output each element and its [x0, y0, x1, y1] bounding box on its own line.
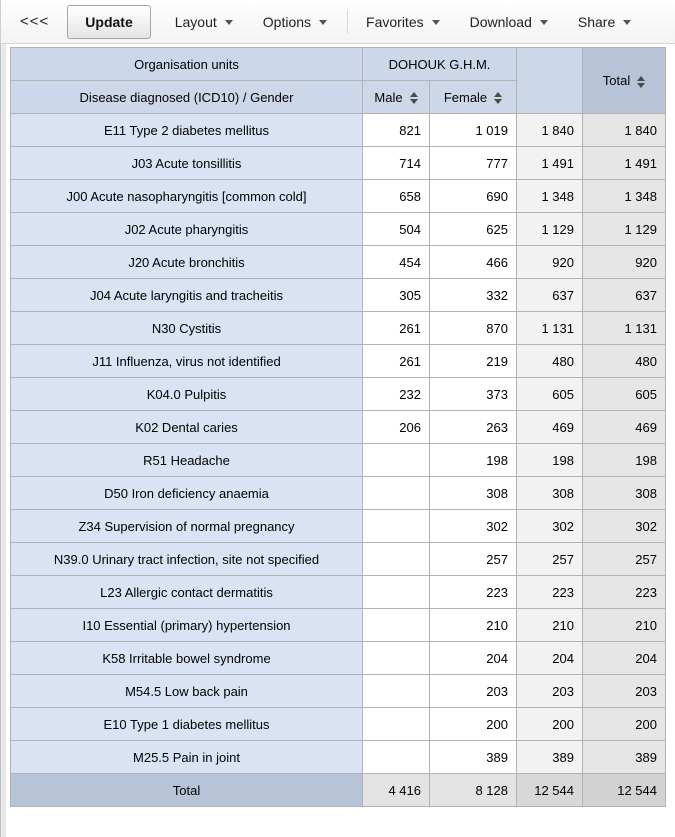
- row-label-cell: E10 Type 1 diabetes mellitus: [11, 708, 363, 741]
- male-value-cell: [363, 642, 430, 675]
- table-row: [11, 213, 666, 246]
- table-row: [11, 477, 666, 510]
- male-value-cell: [363, 675, 430, 708]
- female-value-cell: 308: [430, 477, 517, 510]
- female-value-cell: 332: [430, 279, 517, 312]
- table-row: [11, 675, 666, 708]
- table-row: [11, 741, 666, 774]
- total-value-cell: 204: [583, 642, 666, 675]
- female-value-cell: 466: [430, 246, 517, 279]
- male-value-cell: [363, 609, 430, 642]
- row-label-cell: M54.5 Low back pain: [11, 675, 363, 708]
- total-value-cell: 480: [583, 345, 666, 378]
- row-label-cell: K58 Irritable bowel syndrome: [11, 642, 363, 675]
- download-menu[interactable]: [470, 14, 548, 30]
- subtotal-value-cell: 223: [517, 576, 583, 609]
- female-value-cell: 263: [430, 411, 517, 444]
- row-label-cell: K02 Dental caries: [11, 411, 363, 444]
- female-value-cell: 690: [430, 180, 517, 213]
- male-value-cell: 504: [363, 213, 430, 246]
- subtotal-value-cell: 605: [517, 378, 583, 411]
- table-row: [11, 543, 666, 576]
- update-button[interactable]: Update: [67, 5, 150, 39]
- female-value-cell: 198: [430, 444, 517, 477]
- male-value-cell: 261: [363, 345, 430, 378]
- male-value-cell: [363, 510, 430, 543]
- corner-header-disease-gender: Disease diagnosed (ICD10) / Gender: [11, 81, 363, 114]
- male-value-cell: 261: [363, 312, 430, 345]
- total-grand-cell: 12 544: [583, 774, 666, 807]
- female-value-cell: 389: [430, 741, 517, 774]
- subtotal-value-cell: 389: [517, 741, 583, 774]
- total-row: [11, 774, 666, 807]
- corner-header-org-units: Organisation units: [11, 48, 363, 81]
- male-value-cell: 232: [363, 378, 430, 411]
- row-label-cell: J11 Influenza, virus not identified: [11, 345, 363, 378]
- column-header-male[interactable]: Male: [363, 81, 430, 114]
- subtotal-value-cell: 308: [517, 477, 583, 510]
- favorites-menu-label: Favorites: [366, 13, 424, 30]
- download-menu-label: Download: [469, 13, 532, 30]
- table-row: [11, 180, 666, 213]
- pivot-table: [10, 47, 666, 807]
- female-value-cell: 870: [430, 312, 517, 345]
- subtotal-value-cell: 204: [517, 642, 583, 675]
- subtotal-value-cell: 198: [517, 444, 583, 477]
- male-value-cell: 305: [363, 279, 430, 312]
- male-value-cell: [363, 576, 430, 609]
- layout-menu[interactable]: [175, 14, 233, 30]
- total-subtotal-cell: 12 544: [517, 774, 583, 807]
- total-value-cell: 637: [583, 279, 666, 312]
- male-value-cell: [363, 708, 430, 741]
- total-value-cell: 389: [583, 741, 666, 774]
- row-label-cell: M25.5 Pain in joint: [11, 741, 363, 774]
- row-label-cell: K04.0 Pulpitis: [11, 378, 363, 411]
- collapse-panel-button[interactable]: <<<: [20, 13, 50, 30]
- table-row: [11, 246, 666, 279]
- total-value-cell: 257: [583, 543, 666, 576]
- subtotal-value-cell: 302: [517, 510, 583, 543]
- chevron-down-icon: [540, 20, 548, 25]
- row-label-cell: N30 Cystitis: [11, 312, 363, 345]
- sort-icon[interactable]: [637, 76, 645, 88]
- sort-icon[interactable]: [494, 92, 502, 104]
- male-value-cell: [363, 543, 430, 576]
- female-value-cell: 219: [430, 345, 517, 378]
- male-value-cell: 714: [363, 147, 430, 180]
- table-row: [11, 114, 666, 147]
- options-menu-label: Options: [262, 13, 312, 30]
- subtotal-value-cell: 1 129: [517, 213, 583, 246]
- male-value-cell: 206: [363, 411, 430, 444]
- subtotal-column-header: [517, 48, 583, 114]
- total-value-cell: 1 348: [583, 180, 666, 213]
- table-row: [11, 345, 666, 378]
- subtotal-value-cell: 480: [517, 345, 583, 378]
- chevron-down-icon: [623, 20, 631, 25]
- row-label-cell: N39.0 Urinary tract infection, site not specified: [11, 543, 363, 576]
- total-value-cell: 605: [583, 378, 666, 411]
- subtotal-value-cell: 1 840: [517, 114, 583, 147]
- row-label-cell: I10 Essential (primary) hypertension: [11, 609, 363, 642]
- total-value-cell: 308: [583, 477, 666, 510]
- row-label-cell: L23 Allergic contact dermatitis: [11, 576, 363, 609]
- total-value-cell: 920: [583, 246, 666, 279]
- table-row: [11, 444, 666, 477]
- female-value-cell: 204: [430, 642, 517, 675]
- chevron-down-icon: [319, 20, 327, 25]
- female-value-cell: 1 019: [430, 114, 517, 147]
- total-value-cell: 210: [583, 609, 666, 642]
- total-value-cell: 1 840: [583, 114, 666, 147]
- collapsed-panel-strip: [0, 44, 8, 837]
- row-label-cell: D50 Iron deficiency anaemia: [11, 477, 363, 510]
- column-header-female[interactable]: Female: [430, 81, 517, 114]
- table-row: [11, 609, 666, 642]
- female-value-cell: 257: [430, 543, 517, 576]
- total-value-cell: 469: [583, 411, 666, 444]
- table-row: [11, 279, 666, 312]
- table-row: [11, 378, 666, 411]
- subtotal-value-cell: 257: [517, 543, 583, 576]
- table-row: [11, 411, 666, 444]
- table-row: [11, 576, 666, 609]
- table-row: [11, 312, 666, 345]
- male-value-cell: [363, 444, 430, 477]
- total-value-cell: 1 131: [583, 312, 666, 345]
- male-value-cell: [363, 477, 430, 510]
- female-value-cell: 302: [430, 510, 517, 543]
- subtotal-value-cell: 210: [517, 609, 583, 642]
- subtotal-value-cell: 1 491: [517, 147, 583, 180]
- favorites-menu[interactable]: [366, 14, 440, 30]
- total-female-cell: 8 128: [430, 774, 517, 807]
- row-label-cell: J20 Acute bronchitis: [11, 246, 363, 279]
- toolbar-separator: [347, 10, 348, 34]
- table-row: [11, 708, 666, 741]
- total-value-cell: 223: [583, 576, 666, 609]
- layout-menu-label: Layout: [174, 13, 217, 30]
- subtotal-value-cell: 1 348: [517, 180, 583, 213]
- total-row-label: Total: [11, 774, 363, 807]
- row-label-cell: E11 Type 2 diabetes mellitus: [11, 114, 363, 147]
- female-value-cell: 625: [430, 213, 517, 246]
- total-value-cell: 1 491: [583, 147, 666, 180]
- row-label-cell: Z34 Supervision of normal pregnancy: [11, 510, 363, 543]
- male-value-cell: [363, 741, 430, 774]
- female-value-cell: 777: [430, 147, 517, 180]
- row-label-cell: J03 Acute tonsillitis: [11, 147, 363, 180]
- table-row: [11, 510, 666, 543]
- male-value-cell: 658: [363, 180, 430, 213]
- subtotal-value-cell: 200: [517, 708, 583, 741]
- column-header-org-unit: DOHOUK G.H.M.: [363, 48, 517, 81]
- column-header-total[interactable]: Total: [583, 48, 666, 114]
- subtotal-value-cell: 469: [517, 411, 583, 444]
- row-label-cell: J04 Acute laryngitis and tracheitis: [11, 279, 363, 312]
- female-value-cell: 210: [430, 609, 517, 642]
- share-menu-label: Share: [577, 13, 616, 30]
- total-value-cell: 198: [583, 444, 666, 477]
- total-value-cell: 200: [583, 708, 666, 741]
- sort-icon[interactable]: [410, 92, 418, 104]
- subtotal-value-cell: 920: [517, 246, 583, 279]
- subtotal-value-cell: 1 131: [517, 312, 583, 345]
- total-value-cell: 203: [583, 675, 666, 708]
- subtotal-value-cell: 637: [517, 279, 583, 312]
- male-value-cell: 454: [363, 246, 430, 279]
- row-label-cell: J02 Acute pharyngitis: [11, 213, 363, 246]
- chevron-down-icon: [225, 20, 233, 25]
- female-value-cell: 203: [430, 675, 517, 708]
- total-value-cell: 302: [583, 510, 666, 543]
- chevron-down-icon: [432, 20, 440, 25]
- female-value-cell: 223: [430, 576, 517, 609]
- toolbar: [0, 0, 675, 44]
- total-male-cell: 4 416: [363, 774, 430, 807]
- total-value-cell: 1 129: [583, 213, 666, 246]
- subtotal-value-cell: 203: [517, 675, 583, 708]
- table-row: [11, 642, 666, 675]
- table-row: [11, 147, 666, 180]
- male-value-cell: 821: [363, 114, 430, 147]
- row-label-cell: J00 Acute nasopharyngitis [common cold]: [11, 180, 363, 213]
- header-row-org-units: [11, 48, 666, 81]
- share-menu[interactable]: [578, 14, 631, 30]
- female-value-cell: 373: [430, 378, 517, 411]
- female-value-cell: 200: [430, 708, 517, 741]
- options-menu[interactable]: [263, 14, 327, 30]
- row-label-cell: R51 Headache: [11, 444, 363, 477]
